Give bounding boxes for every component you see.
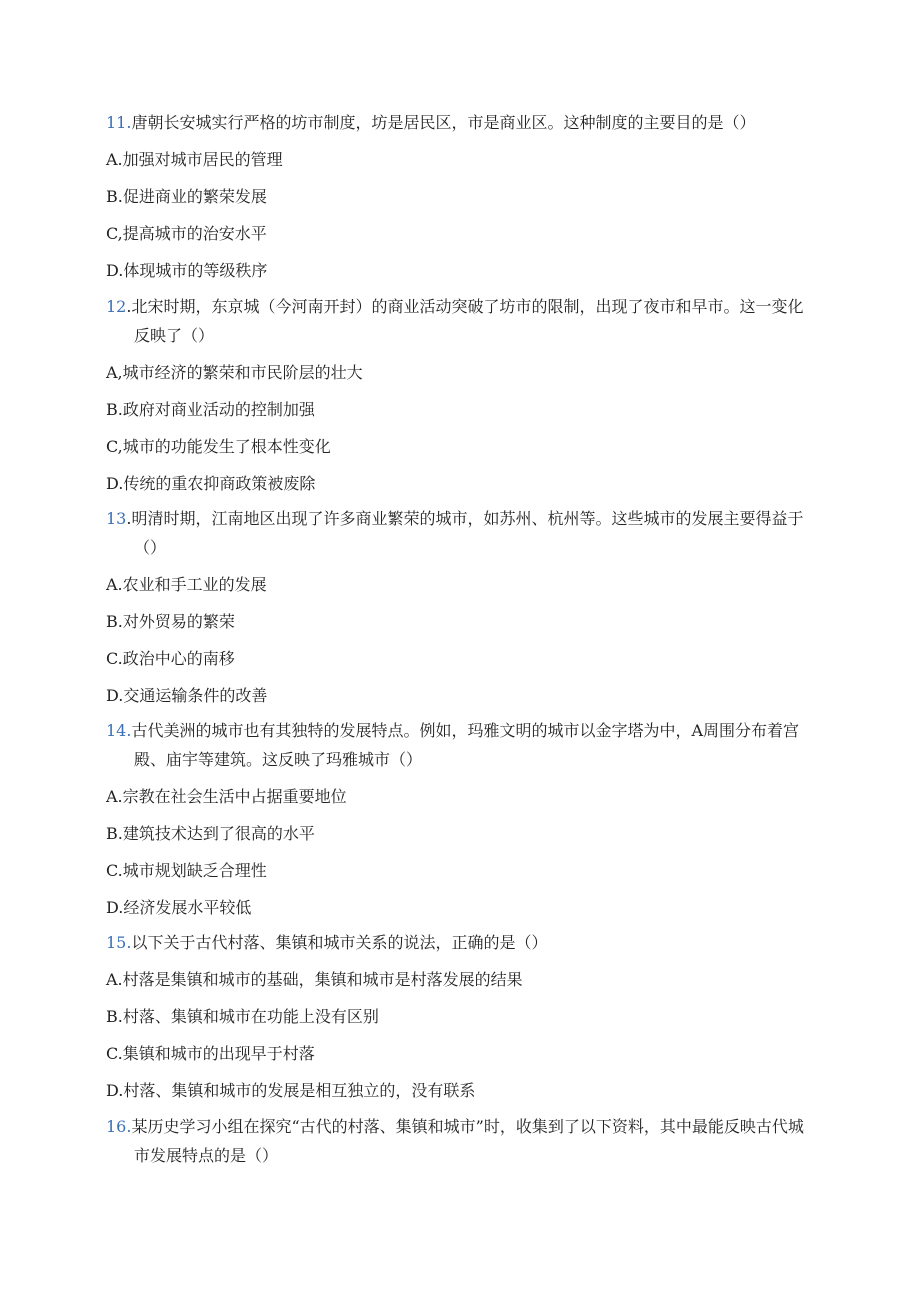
question-number: 12 <box>106 297 127 316</box>
option-b: B.建筑技术达到了很高的水平 <box>106 824 315 843</box>
option-d: D.体现城市的等级秩序 <box>106 261 268 280</box>
question-text: 唐朝长安城实行严格的坊市制度，坊是居民区，市是商业区。这种制度的主要目的是（） <box>131 113 756 132</box>
question-text: 以下关于古代村落、集镇和城市关系的说法，正确的是（） <box>131 933 548 952</box>
option-b: B.促进商业的繁荣发展 <box>106 187 267 206</box>
option-c: C,提高城市的治安水平 <box>106 224 267 243</box>
question-number: 15. <box>106 933 132 952</box>
option-c: C.集镇和城市的出现早于村落 <box>106 1044 315 1063</box>
option-d: D.村落、集镇和城市的发展是相互独立的，没有联系 <box>106 1081 476 1100</box>
question-text: .明清时期，江南地区出现了许多商业繁荣的城市，如苏州、杭州等。这些城市的发展主要得益于（） <box>126 509 804 557</box>
question-number: 14. <box>106 721 132 740</box>
option-b: B.村落、集镇和城市在功能上没有区别 <box>106 1007 379 1026</box>
option-c: C.政治中心的南移 <box>106 649 235 668</box>
question-14 <box>106 716 806 930</box>
question-stem <box>106 716 806 774</box>
question-text: 某历史学习小组在探究“古代的村落、集镇和城市”时，收集到了以下资料，其中最能反映古代城市发展特点的是（） <box>131 1117 804 1165</box>
option-a: A.宗教在社会生活中占据重要地位 <box>106 787 347 806</box>
option-d: D.经济发展水平较低 <box>106 898 252 917</box>
question-12 <box>106 292 806 506</box>
question-11 <box>106 108 806 293</box>
question-16 <box>106 1112 806 1170</box>
option-b: B.对外贸易的繁荣 <box>106 612 235 631</box>
question-stem <box>106 1112 806 1170</box>
option-list <box>106 570 806 718</box>
question-stem <box>106 928 806 957</box>
option-a: A.农业和手工业的发展 <box>106 575 267 594</box>
question-stem <box>106 504 806 562</box>
question-text: .北宋时期，东京城（今河南开封）的商业活动突破了坊市的限制，出现了夜市和早市。这一变化反映了（） <box>126 297 804 345</box>
question-13 <box>106 504 806 718</box>
option-a: A.村落是集镇和城市的基础，集镇和城市是村落发展的结果 <box>106 970 523 989</box>
question-text: 古代美洲的城市也有其独特的发展特点。例如，玛雅文明的城市以金字塔为中，A周围分布着宫殿、庙宇等建筑。这反映了玛雅城市（） <box>131 721 800 769</box>
option-list <box>106 358 806 506</box>
question-number: 16. <box>106 1117 132 1136</box>
question-15 <box>106 928 806 1113</box>
option-c: C,城市的功能发生了根本性变化 <box>106 437 331 456</box>
question-stem <box>106 108 806 137</box>
option-list <box>106 145 806 293</box>
question-number: 11. <box>106 113 132 132</box>
option-list <box>106 782 806 930</box>
option-list <box>106 965 806 1113</box>
option-d: D.交通运输条件的改善 <box>106 686 268 705</box>
option-b: B.政府对商业活动的控制加强 <box>106 400 315 419</box>
option-d: D.传统的重农抑商政策被废除 <box>106 474 316 493</box>
option-c: C.城市规划缺乏合理性 <box>106 861 267 880</box>
option-a: A.加强对城市居民的管理 <box>106 150 283 169</box>
question-number: 13 <box>106 509 127 528</box>
option-a: A,城市经济的繁荣和市民阶层的壮大 <box>106 363 363 382</box>
question-stem <box>106 292 806 350</box>
